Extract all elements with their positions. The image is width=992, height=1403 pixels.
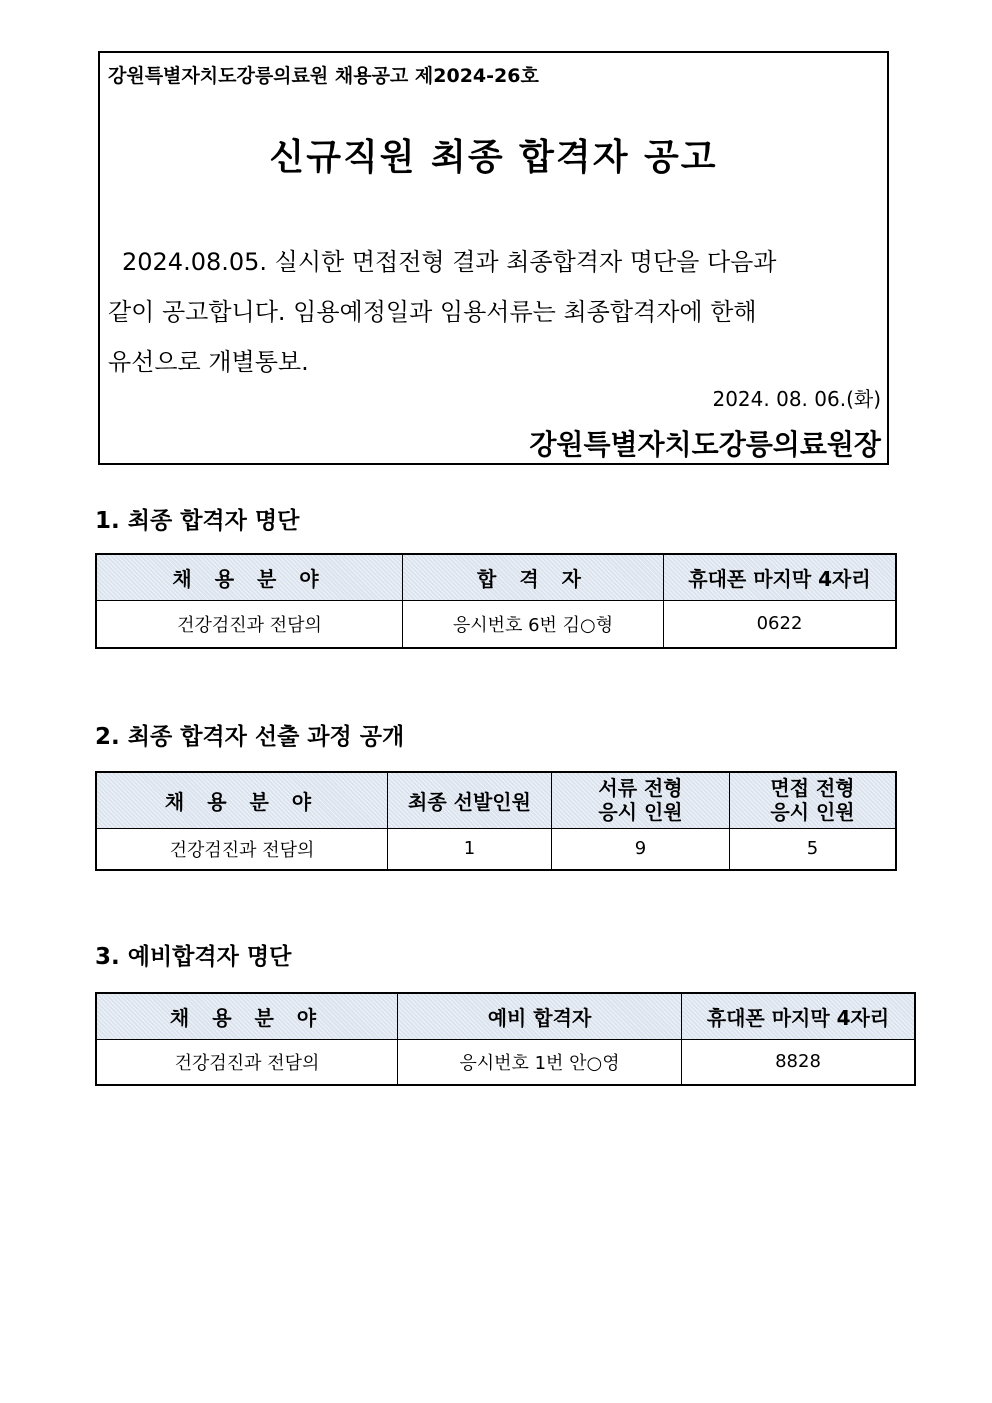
column-header: 채 용 분 야 [96,772,388,828]
table-header-row [96,993,915,1039]
notice-box [98,51,889,465]
table-cell: 응시번호 1번 안○영 [398,1039,682,1085]
table-cell: 1 [388,828,552,870]
table-cell: 5 [730,828,897,870]
column-header: 휴대폰 마지막 4자리 [682,993,916,1039]
column-header: 최종 선발인원 [388,772,552,828]
column-header: 채 용 분 야 [96,993,398,1039]
selection-process-table [95,771,897,871]
reserve-passers-table [95,992,916,1086]
notice-body-line: 2024.08.05. 실시한 면접전형 결과 최종합격자 명단을 다음과 [122,248,777,276]
notice-issuer: 강원특별자치도강릉의료원장 [529,428,881,461]
final-passers-table [95,553,897,649]
column-header: 면접 전형 응시 인원 [730,772,897,828]
table-row [96,828,896,870]
table-cell: 8828 [682,1039,916,1085]
column-header: 합 격 자 [403,554,664,600]
notice-body-line: 유선으로 개별통보. [108,348,309,376]
table-cell: 건강검진과 전담의 [96,1039,398,1085]
notice-title: 신규직원 최종 합격자 공고 [269,137,718,178]
column-header: 예비 합격자 [398,993,682,1039]
table-cell: 응시번호 6번 김○형 [403,600,664,648]
table-cell: 건강검진과 전담의 [96,600,403,648]
notice-body-line: 같이 공고합니다. 임용예정일과 임용서류는 최종합격자에 한해 [108,298,757,326]
table-header-row [96,554,896,600]
table-row [96,600,896,648]
section-heading: 3. 예비합격자 명단 [95,944,292,970]
section-heading: 2. 최종 합격자 선출 과정 공개 [95,724,405,750]
notice-body [108,237,879,387]
table-row [96,1039,915,1085]
notice-number: 강원특별자치도강릉의료원 채용공고 제2024-26호 [108,65,539,87]
notice-date: 2024. 08. 06.(화) [712,387,881,411]
section-heading: 1. 최종 합격자 명단 [95,508,300,534]
table-header-row [96,772,896,828]
column-header: 휴대폰 마지막 4자리 [664,554,897,600]
table-cell: 0622 [664,600,897,648]
column-header: 채 용 분 야 [96,554,403,600]
table-cell: 건강검진과 전담의 [96,828,388,870]
column-header: 서류 전형 응시 인원 [552,772,730,828]
table-cell: 9 [552,828,730,870]
